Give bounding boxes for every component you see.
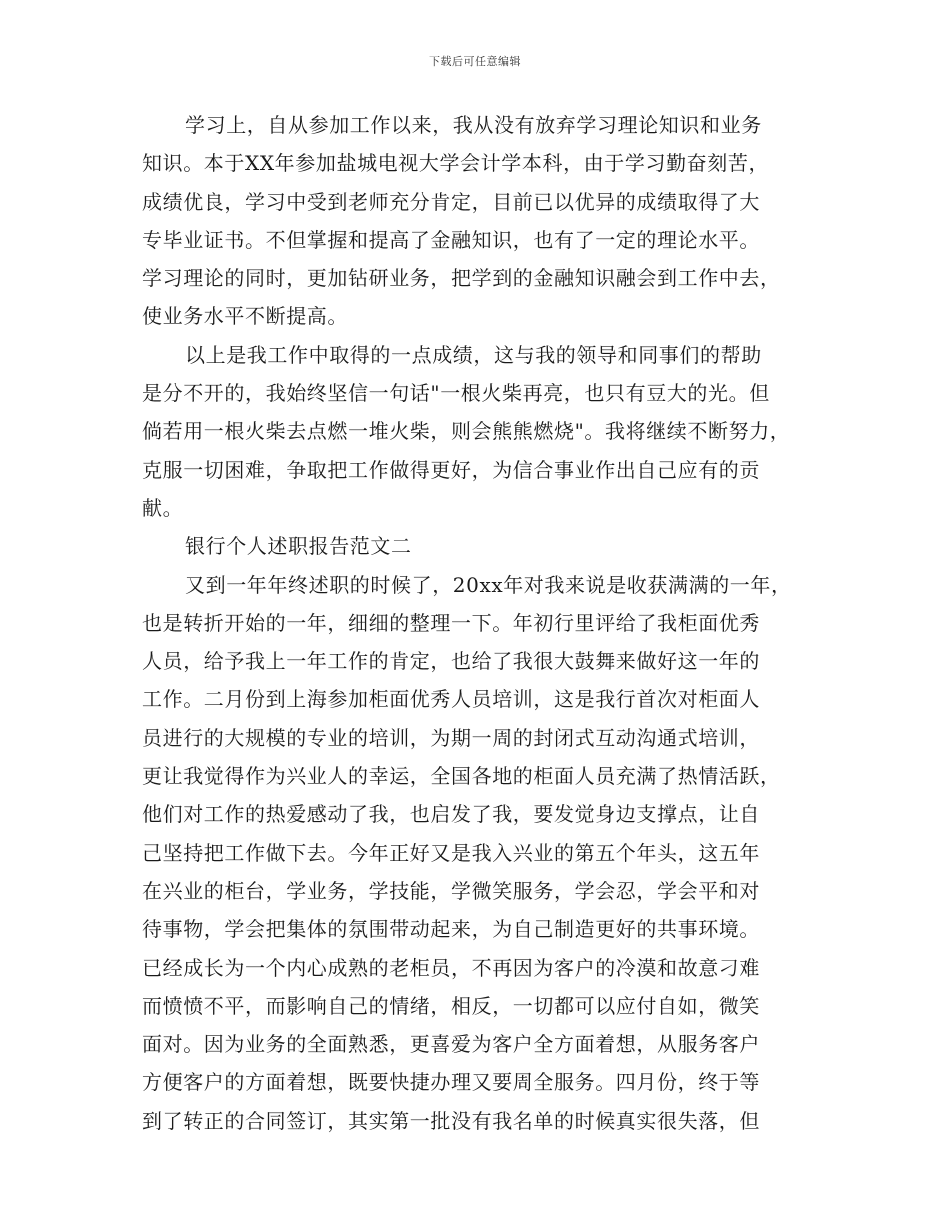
paragraph-line: 也是转折开始的一年，细细的整理一下。年初行里评给了我柜面优秀 [142,610,760,635]
paragraph-line: 己坚持把工作做下去。今年正好又是我入兴业的第五个年头，这五年 [142,840,760,865]
paragraph-line: 成绩优良，学习中受到老师充分肯定，目前已以优异的成绩取得了大 [142,189,760,214]
paragraph-line: 专毕业证书。不但掌握和提高了金融知识，也有了一定的理论水平。 [142,227,760,252]
paragraph-line: 以上是我工作中取得的一点成绩，这与我的领导和同事们的帮助 [185,342,762,367]
paragraph-line: 使业务水平不断提高。 [142,304,348,329]
paragraph-line: 已经成长为一个内心成熟的老柜员，不再因为客户的冷漠和故意刁难 [142,955,760,980]
section-heading: 银行个人述职报告范文二 [185,534,412,559]
paragraph-line: 工作。二月份到上海参加柜面优秀人员培训，这是我行首次对柜面人 [142,687,760,712]
paragraph-line: 而愤愤不平，而影响自己的情绪，相反，一切都可以应付自如，微笑 [142,993,760,1018]
page-header: 下载后可任意编辑 [429,55,521,68]
paragraph-line: 在兴业的柜台，学业务，学技能，学微笑服务，学会忍，学会平和对 [142,878,760,903]
paragraph-line: 是分不开的，我始终坚信一句话"一根火柴再亮，也只有豆大的光。但 [142,381,770,406]
paragraph-line: 学习理论的同时，更加钻研业务，把学到的金融知识融会到工作中去， [142,266,781,291]
paragraph-line: 员进行的大规模的专业的培训，为期一周的封闭式互动沟通式培训， [142,725,760,750]
document-body [142,106,822,1140]
paragraph-line: 待事物，学会把集体的氛围带动起来，为自己制造更好的共事环境。 [142,917,760,942]
paragraph-line: 方便客户的方面着想，既要快捷办理又要周全服务。四月份，终于等 [142,1070,760,1095]
paragraph-line: 面对。因为业务的全面熟悉，更喜爱为客户全方面着想，从服务客户 [142,1032,760,1057]
paragraph-line: 人员，给予我上一年工作的肯定，也给了我很大鼓舞来做好这一年的 [142,649,760,674]
paragraph-line: 更让我觉得作为兴业人的幸运，全国各地的柜面人员充满了热情活跃， [142,764,781,789]
paragraph-line: 克服一切困难，争取把工作做得更好，为信合事业作出自己应有的贡 [142,457,760,482]
paragraph-line: 他们对工作的热爱感动了我，也启发了我，要发觉身边支撑点，让自 [142,802,760,827]
paragraph-line: 学习上，自从参加工作以来，我从没有放弃学习理论知识和业务 [185,113,762,137]
paragraph-line: 倘若用一根火柴去点燃一堆火柴，则会熊熊燃烧"。我将继续不断努力， [142,419,791,444]
paragraph-line: 知识。本于XX年参加盐城电视大学会计学本科，由于学习勤奋刻苦， [142,151,770,176]
paragraph-line: 又到一年年终述职的时候了，20xx年对我来说是收获满满的一年， [185,572,792,597]
paragraph-line: 献。 [142,495,184,520]
paragraph-line: 到了转正的合同签订，其实第一批没有我名单的时候真实很失落，但 [142,1108,760,1133]
